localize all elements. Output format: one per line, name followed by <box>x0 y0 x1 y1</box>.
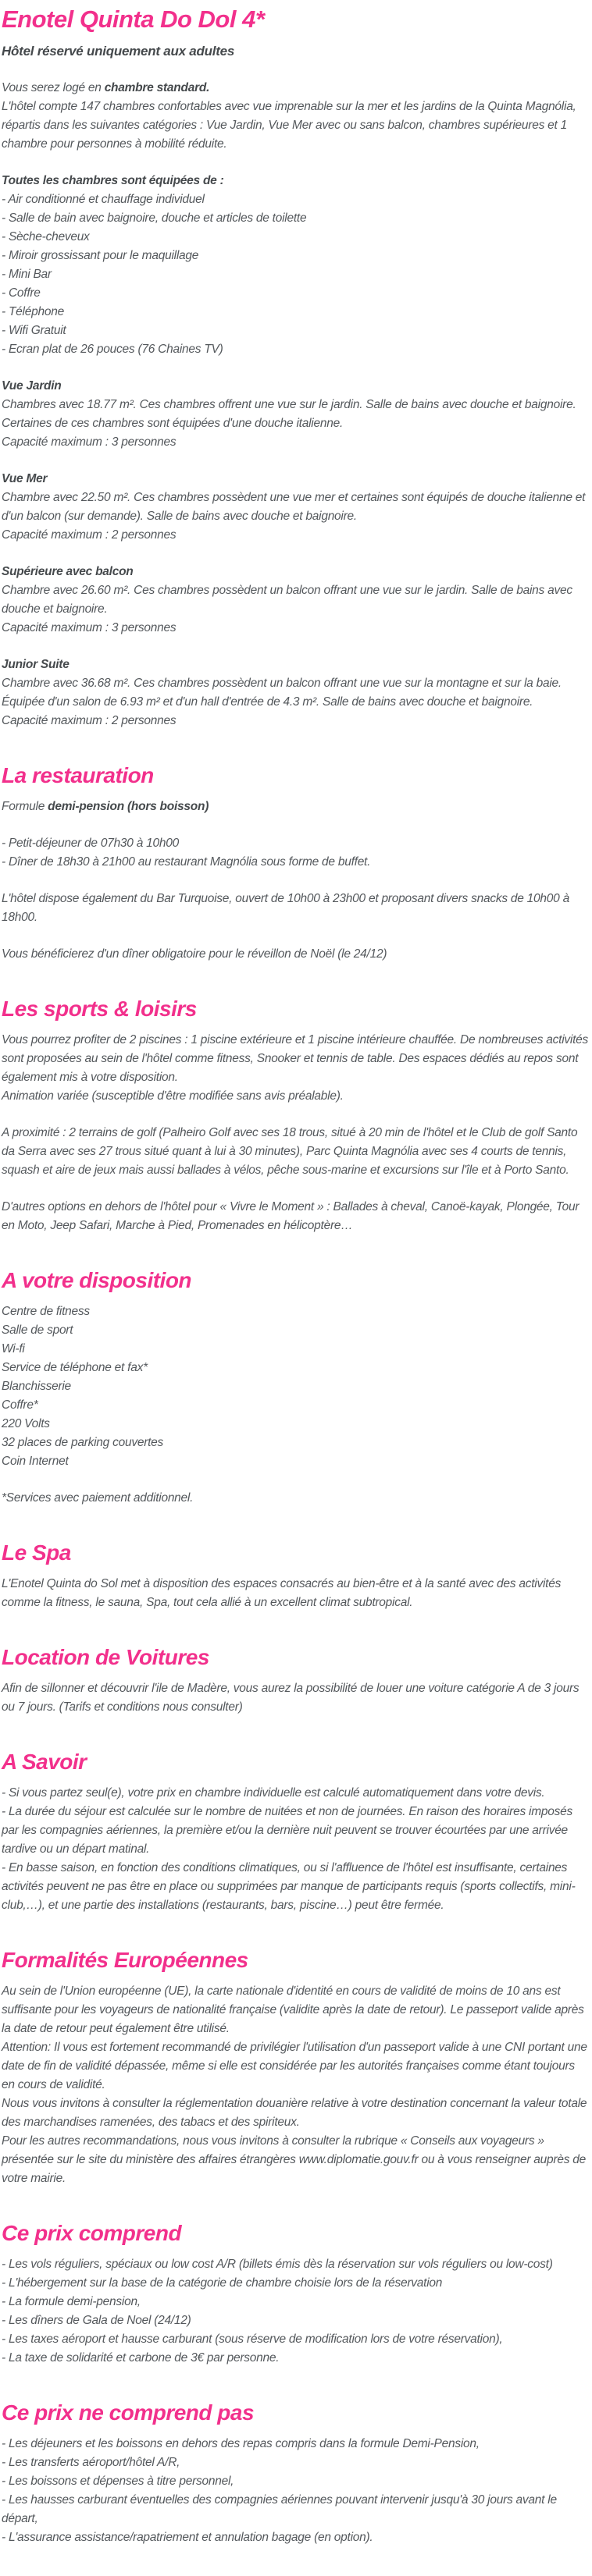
paragraph: Coin Internet <box>2 1455 69 1468</box>
text-run: Vous serez logé en <box>2 81 105 94</box>
text-run: Formule <box>2 800 48 813</box>
paragraph: Capacité maximum : 3 personnes <box>2 435 177 449</box>
sports-piscines <box>2 1031 590 1106</box>
paragraph: Chambres avec 18.77 m². Ces chambres offrent une vue sur le jardin. Salle de bains avec douche et baignoire. Certaines de ces chambres sont équipées d'une douche italienne. <box>2 398 576 430</box>
paragraph: Vous pourrez profiter de 2 piscines : 1 piscine extérieure et 1 piscine intérieure chauffée. De nombreuses activités sont proposées au sein de l'hôtel comme fitness, Snooker et tennis de table. Des espaces dédiés au repos sont également mis à votre disposition. <box>2 1033 589 1084</box>
section-heading-disposition: A votre disposition <box>2 1268 192 1292</box>
paragraph: Chambre avec 22.50 m². Ces chambres possèdent une vue mer et certaines sont équipés de douche italienne et d'un balcon (sur demande). Salle de bains avec douche et baignoire. <box>2 491 586 523</box>
section-heading-a-savoir: A Savoir <box>2 1750 87 1774</box>
section-heading-formalites: Formalités Européennes <box>2 1948 248 1972</box>
bold-text-run: chambre standard. <box>104 81 210 94</box>
prix-ne-comprend-pas-liste <box>2 2435 590 2547</box>
paragraph: - En basse saison, en fonction des conditions climatiques, ou si l'affluence de l'hôtel est insuffisante, certaines activités peuvent ne pas être en place ou supprimées par manque de participants requis (sports collectifs, mini-club,…), et une partie des installations (restaurants, bars, piscine…) peut être fermée. <box>2 1861 576 1912</box>
paragraph: Supérieure avec balcon <box>2 565 134 578</box>
paragraph: L'hôtel compte 147 chambres confortables avec vue imprenable sur la mer et les jardins de la Quinta Magnólia, répartis dans les suivantes catégories : Vue Jardin, Vue Mer avec ou sans balcon, chambres supérieures et 1 chambre pour personnes à mobilité réduite. <box>2 100 576 151</box>
prix-comprend-liste <box>2 2255 590 2368</box>
formalites-texte <box>2 1982 590 2188</box>
intro-rooms <box>2 79 590 154</box>
paragraph: Junior Suite <box>2 658 70 671</box>
paragraph: 32 places de parking couvertes <box>2 1436 164 1449</box>
paragraph: Salle de sport <box>2 1324 73 1337</box>
paragraph: D'autres options en dehors de l'hôtel pour « Vivre le Moment » : Ballades à cheval, Canoë-kayak, Plongée, Tour en Moto, Jeep Safari, Marche à Pied, Promenades en hélicoptère… <box>2 1200 580 1232</box>
paragraph: L'Enotel Quinta do Sol met à disposition des espaces consacrés au bien-être et à la santé avec des activités comme la fitness, le sauna, Spa, tout cela allié à un excellent climat subtropical. <box>2 1577 562 1609</box>
paragraph: - La formule demi-pension, <box>2 2295 141 2308</box>
paragraph: - Les déjeuners et les boissons en dehors des repas compris dans la formule Demi-Pension, <box>2 2437 480 2450</box>
paragraph: - L'hébergement sur la base de la catégorie de chambre choisie lors de la réservation <box>2 2276 443 2290</box>
restauration-noel <box>2 945 590 964</box>
section-heading-prix-ne-comprend-pas: Ce prix ne comprend pas <box>2 2400 255 2425</box>
paragraph: - Salle de bain avec baignoire, douche et articles de toilette <box>2 211 307 225</box>
paragraph: 220 Volts <box>2 1417 50 1430</box>
paragraph: Toutes les chambres sont équipées de : <box>2 174 224 187</box>
section-heading-prix-comprend: Ce prix comprend <box>2 2221 182 2245</box>
paragraph: Vue Mer <box>2 472 48 485</box>
paragraph: L'hôtel dispose également du Bar Turquoise, ouvert de 10h00 à 23h00 et proposant divers snacks de 10h00 à 18h00. <box>2 892 569 924</box>
hotel-subtitle <box>2 42 590 61</box>
restauration-bar <box>2 890 590 927</box>
bold-text-run: demi-pension (hors boisson) <box>48 800 209 813</box>
page-title: Enotel Quinta Do Dol 4* <box>2 5 265 33</box>
room-superieure <box>2 563 590 638</box>
spa-texte <box>2 1575 590 1612</box>
paragraph: Attention: Il vous est fortement recommandé de privilégier l'utilisation d'un passeport valide à une CNI portant une date de fin de validité dépassée, même si elle est considérée par les autorités françaises comme étant toujours en cours de validité. <box>2 2041 587 2091</box>
paragraph: - Sèche-cheveux <box>2 230 90 243</box>
paragraph: - Coffre <box>2 286 41 300</box>
paragraph: - Les vols réguliers, spéciaux ou low cost A/R (billets émis dès la réservation sur vols réguliers ou low-cost) <box>2 2258 553 2271</box>
paragraph: *Services avec paiement additionnel. <box>2 1491 194 1505</box>
paragraph: - Ecran plat de 26 pouces (76 Chaines TV) <box>2 343 223 356</box>
paragraph: - Miroir grossissant pour le maquillage <box>2 249 199 262</box>
paragraph: Animation variée (susceptible d'être modifiée sans avis préalable). <box>2 1089 344 1103</box>
disposition-liste <box>2 1302 590 1471</box>
paragraph: Coffre* <box>2 1398 38 1412</box>
paragraph: Wi-fi <box>2 1342 25 1356</box>
paragraph: Afin de sillonner et découvrir l'ile de Madère, vous aurez la possibilité de louer une voiture catégorie A de 3 jours ou 7 jours. (Tarifs et conditions nous consulter) <box>2 1682 580 1714</box>
paragraph: - Dîner de 18h30 à 21h00 au restaurant Magnólia sous forme de buffet. <box>2 855 371 869</box>
sports-proximite <box>2 1124 590 1180</box>
paragraph: Nous vous invitons à consulter la réglementation douanière relative à votre destination concernant la valeur totale des marchandises ramenées, des tabacs et des spiriteux. <box>2 2097 587 2129</box>
sports-autres-options <box>2 1198 590 1235</box>
paragraph: - Mini Bar <box>2 268 52 281</box>
paragraph: A proximité : 2 terrains de golf (Palheiro Golf avec ses 18 trous, situé à 20 min de l'hôtel et le Club de golf Santo da Serra avec ses 27 trous situé quant à lui à 30 minutes), Parc Quinta Magnólia avec ses 4 courts de tennis, squash et aire de jeux mais aussi ballades à vélos, pêche sous-marine et excursions sur l'île et à Porto Santo. <box>2 1126 578 1177</box>
paragraph: - Téléphone <box>2 305 64 318</box>
paragraph: - La durée du séjour est calculée sur le nombre de nuitées et non de journées. En raison des horaires imposés par les compagnies aériennes, la première et/ou la dernière nuit peuvent se trouver écourtées par une arrivée tardive ou un départ matinal. <box>2 1805 572 1856</box>
paragraph: - Air conditionné et chauffage individuel <box>2 193 205 206</box>
paragraph: Chambre avec 26.60 m². Ces chambres possèdent un balcon offrant une vue sur le jardin. Salle de bains avec douche et baignoire. <box>2 584 572 616</box>
paragraph: - Si vous partez seul(e), votre prix en chambre individuelle est calculé automatiquement dans votre devis. <box>2 1786 545 1800</box>
paragraph: Blanchisserie <box>2 1380 71 1393</box>
paragraph: Capacité maximum : 3 personnes <box>2 621 177 634</box>
paragraph: - Wifi Gratuit <box>2 324 66 337</box>
paragraph: - Les taxes aéroport et hausse carburant (sous réserve de modification lors de votre réservation), <box>2 2333 503 2346</box>
paragraph: Hôtel réservé uniquement aux adultes <box>2 44 235 59</box>
paragraph: - Les dîners de Gala de Noel (24/12) <box>2 2314 191 2327</box>
paragraph: Au sein de l'Union européenne (UE), la carte nationale d'identité en cours de validité de moins de 10 ans est suffisante pour les voyageurs de nationalité française (validite après la date de retour). Le passeport valide après la date de retour peut également être utilisé. <box>2 1984 584 2035</box>
paragraph: Vous bénéficierez d'un dîner obligatoire pour le réveillon de Noël (le 24/12) <box>2 947 387 961</box>
restauration-formule <box>2 798 590 816</box>
paragraph: Centre de fitness <box>2 1305 90 1318</box>
room-vue-jardin <box>2 377 590 452</box>
a-savoir-liste <box>2 1784 590 1915</box>
room-vue-mer <box>2 470 590 545</box>
paragraph: - Les boissons et dépenses à titre personnel, <box>2 2475 234 2488</box>
paragraph: Pour les autres recommandations, nous vous invitons à consulter la rubrique « Conseils aux voyageurs » présentée sur le site du ministère des affaires étrangères www.diplomatie.gouv.fr ou à vous renseigner auprès de votre mairie. <box>2 2134 586 2185</box>
paragraph: - La taxe de solidarité et carbone de 3€ par personne. <box>2 2351 280 2365</box>
section-heading-location-voitures: Location de Voitures <box>2 1645 209 1669</box>
restauration-horaires <box>2 834 590 872</box>
paragraph: Capacité maximum : 2 personnes <box>2 714 177 727</box>
paragraph: Capacité maximum : 2 personnes <box>2 528 177 542</box>
section-heading-restauration: La restauration <box>2 763 154 787</box>
paragraph: - Petit-déjeuner de 07h30 à 10h00 <box>2 837 180 850</box>
paragraph: - Les transferts aéroport/hôtel A/R, <box>2 2456 180 2469</box>
room-junior-suite <box>2 656 590 730</box>
section-heading-spa: Le Spa <box>2 1540 71 1565</box>
paragraph: - Les hausses carburant éventuelles des compagnies aériennes pouvant intervenir jusqu'à 30 jours avant le départ, <box>2 2493 557 2525</box>
location-texte <box>2 1679 590 1717</box>
room-amenities <box>2 172 590 359</box>
section-heading-sports-loisirs: Les sports & loisirs <box>2 997 197 1021</box>
paragraph: Chambre avec 36.68 m². Ces chambres possèdent un balcon offrant une vue sur la montagne et sur la baie. Équipée d'un salon de 6.93 m² et d'un hall d'entrée de 4.3 m². Salle de bains avec douche et baignoire. <box>2 677 562 709</box>
paragraph: Service de téléphone et fax* <box>2 1361 148 1374</box>
disposition-note <box>2 1489 590 1508</box>
paragraph: - L'assurance assistance/rapatriement et annulation bagage (en option). <box>2 2531 373 2544</box>
paragraph <box>2 79 590 98</box>
paragraph <box>2 798 590 816</box>
paragraph: Vue Jardin <box>2 379 62 393</box>
